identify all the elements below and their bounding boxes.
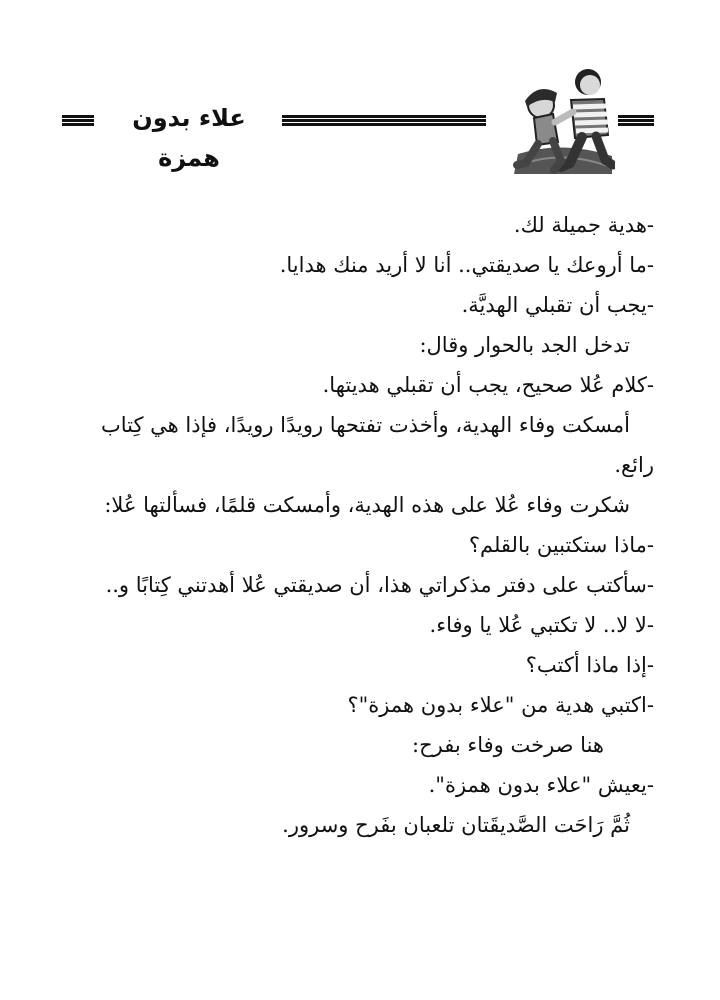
dialogue-line: -إذا ماذا أكتب؟ <box>525 653 654 677</box>
header-rule-left <box>62 115 94 126</box>
narration-line: تدخل الجد بالحوار وقال: <box>419 333 630 357</box>
narration-line: ثُمَّ رَاحَت الصَّديقَتان تلعبان بفَرح وسرور. <box>282 813 630 837</box>
dialogue-line: -سأكتب على دفتر مذكراتي هذا، أن صديقتي عُلا أهدتني كِتابًا و.. <box>105 573 654 597</box>
header-rule-middle <box>282 115 486 126</box>
narration-line: أمسكت وفاء الهدية، وأخذت تفتحها رويدًا رويدًا، فإذا هي كِتاب <box>100 413 630 437</box>
narration-continuation: رائع. <box>614 453 654 477</box>
dialogue-line: -ما أروعك يا صديقتي.. أنا لا أريد منك هدايا. <box>279 253 654 277</box>
dialogue-line: -يجب أن تقبلي الهديَّة. <box>461 293 654 317</box>
dialogue-line: -ماذا ستكتبين بالقلم؟ <box>468 533 654 557</box>
page-header <box>0 60 720 180</box>
narration-line: هنا صرخت وفاء بفرح: <box>412 733 604 757</box>
dialogue-line: -اكتبي هدية من "علاء بدون همزة"؟ <box>347 693 654 717</box>
kids-running-illustration <box>510 62 615 174</box>
narration-line: شكرت وفاء عُلا على هذه الهدية، وأمسكت قلمًا، فسألتها عُلا: <box>104 493 630 517</box>
dialogue-line: -لا لا.. لا تكتبي عُلا يا وفاء. <box>429 613 654 637</box>
dialogue-line: -هدية جميلة لك. <box>513 213 654 237</box>
story-text <box>56 205 654 845</box>
dialogue-line: -كلام عُلا صحيح، يجب أن تقبلي هديتها. <box>322 373 654 397</box>
dialogue-line: -يعيش "علاء بدون همزة". <box>428 773 654 797</box>
header-rule-right <box>618 115 654 126</box>
page-title: علاء بدون همزة <box>132 104 246 172</box>
